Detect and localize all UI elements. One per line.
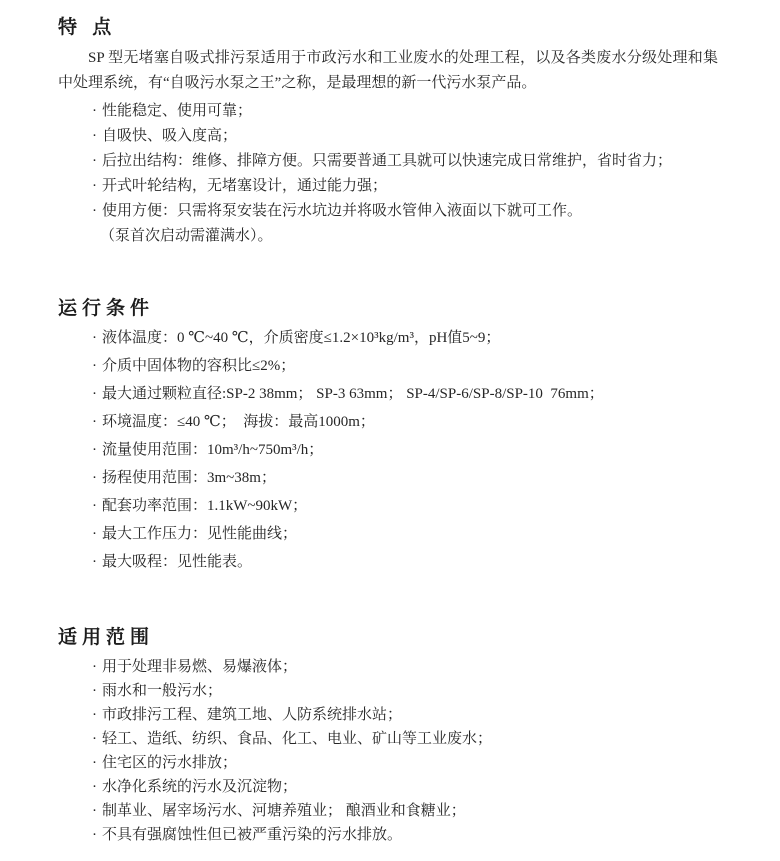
list-item-text: 性能稳定、使用可靠； [102,102,253,119]
bullet-icon: · [92,329,97,346]
list-item [92,779,718,795]
list-item [92,358,718,374]
list-item-text: 流量使用范围：10m³/h~750m³/h； [102,441,324,458]
bullet-icon: · [92,779,97,796]
bullet-icon: · [92,683,97,700]
bullet-icon: · [92,202,97,219]
list-item-text: 最大通过颗粒直径:SP-2 38mm； SP-3 63mm； SP-4/SP-6/SP-8/SP-10 76mm； [102,385,604,402]
bullet-icon: · [92,553,97,570]
list-item [92,386,718,402]
bullet-icon: · [92,525,97,542]
list-item-text: 住宅区的污水排放； [102,755,238,772]
list-item-text: 轻工、造纸、纺织、食品、化工、电业、矿山等工业废水； [102,731,493,748]
list-item [92,414,718,430]
list-item [92,103,718,119]
bullet-icon: · [92,177,97,194]
list-item-text: 水净化系统的污水及沉淀物； [102,779,298,796]
list-item [92,330,718,346]
list-item [92,731,718,747]
list-item-text: 用于处理非易燃、易爆液体； [102,659,298,676]
list-item [92,554,718,570]
list-item-text: 不具有强腐蚀性但已被严重污染的污水排放。 [102,827,403,844]
list-item [92,659,718,675]
list-item [92,526,718,542]
features-note: （泵首次启动需灌满水）。 [100,227,273,244]
bullet-icon: · [92,803,97,820]
list-item-text: 自吸快、吸入度高； [102,127,238,144]
features-intro-paragraph: SP 型无堵塞自吸式排污泵适用于市政污水和工业废水的处理工程，以及各类废水分级处理和集中处理系统，有“自吸污水泵之王”之称，是最理想的新一代污水泵产品。 [58,49,718,91]
bullet-icon: · [92,827,97,844]
list-item-text: 液体温度：0 ℃~40 ℃，介质密度≤1.2×10³kg/m³，pH值5~9； [102,329,501,346]
features-bullet-list [58,103,718,219]
section-application-scope [58,627,718,844]
list-item-text: 最大吸程：见性能表。 [102,553,253,570]
list-item [92,203,718,219]
list-item-text: 最大工作压力：见性能曲线； [102,525,298,542]
list-item-text: 开式叶轮结构，无堵塞设计，通过能力强； [102,177,388,194]
list-item [92,178,718,194]
bullet-icon: · [92,497,97,514]
list-item [92,683,718,699]
list-item [92,827,718,843]
scope-title: 适用范围 [58,626,155,648]
list-item-text: 制革业、屠宰场污水、河塘养殖业； 酿酒业和食糖业； [102,803,466,820]
list-item-text: 配套功率范围：1.1kW~90kW； [102,497,308,514]
bullet-icon: · [92,755,97,772]
conditions-title: 运行条件 [58,297,155,319]
list-item-text: 使用方便：只需将泵安装在污水坑边并将吸水管伸入液面以下就可工作。 [102,202,583,219]
list-item-text: 环境温度：≤40 ℃； 海拔：最高1000m； [102,413,375,430]
features-title: 特 点 [58,17,117,38]
bullet-icon: · [92,469,97,486]
bullet-icon: · [92,731,97,748]
bullet-icon: · [92,152,97,169]
bullet-icon: · [92,385,97,402]
list-item [92,803,718,819]
bullet-icon: · [92,102,97,119]
list-item [92,755,718,771]
list-item [92,470,718,486]
bullet-icon: · [92,659,97,676]
section-features [58,17,718,244]
list-item [92,128,718,144]
bullet-icon: · [92,413,97,430]
bullet-icon: · [92,707,97,724]
scope-bullet-list [58,659,718,843]
list-item-text: 后拉出结构：维修、排障方便。只需要普通工具就可以快速完成日常维护，省时省力； [102,152,673,169]
conditions-bullet-list [58,330,718,570]
bullet-icon: · [92,127,97,144]
list-item-text: 介质中固体物的容积比≤2%； [102,357,296,374]
list-item [92,707,718,723]
section-operating-conditions [58,298,718,570]
list-item-text: 市政排污工程、建筑工地、人防系统排水站； [102,707,403,724]
list-item-text: 扬程使用范围：3m~38m； [102,469,276,486]
bullet-icon: · [92,357,97,374]
list-item [92,442,718,458]
list-item [92,498,718,514]
list-item-text: 雨水和一般污水； [102,683,223,700]
bullet-icon: · [92,441,97,458]
list-item [92,153,718,169]
